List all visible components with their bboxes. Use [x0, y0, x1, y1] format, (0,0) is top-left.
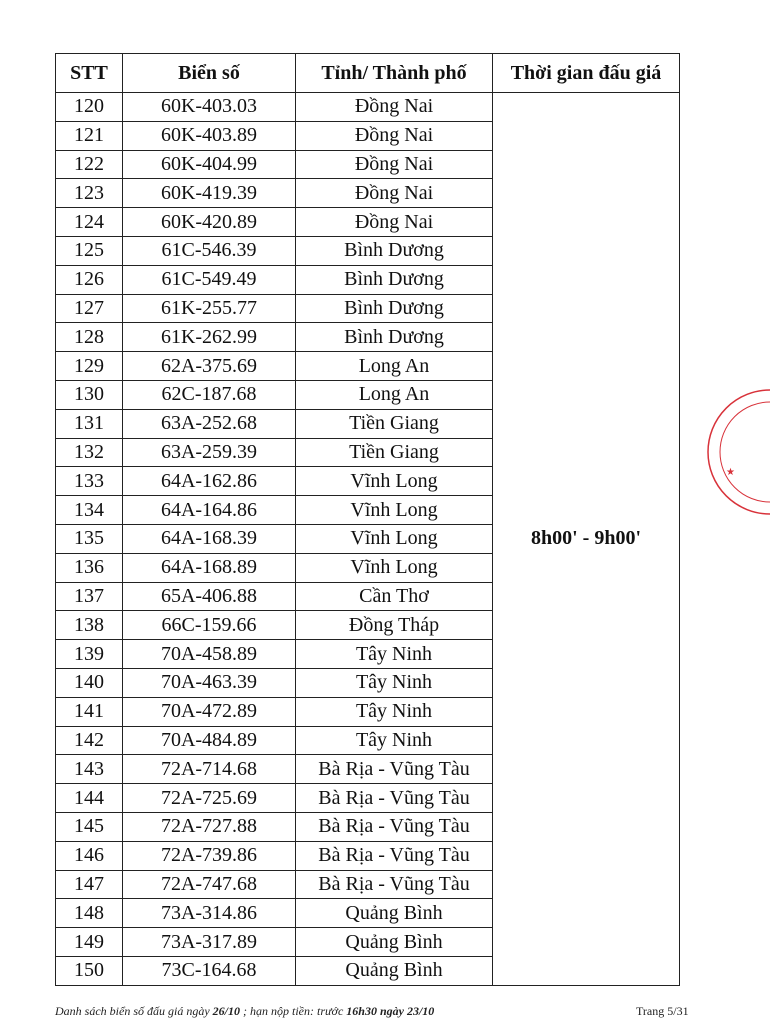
row-province: Bà Rịa - Vũng Tàu — [296, 841, 493, 870]
row-province: Đồng Nai — [296, 179, 493, 208]
row-plate: 72A-714.68 — [123, 755, 296, 784]
row-plate: 60K-403.03 — [123, 93, 296, 122]
row-province: Bình Dương — [296, 294, 493, 323]
row-plate: 72A-727.88 — [123, 812, 296, 841]
row-province: Quảng Bình — [296, 899, 493, 928]
row-plate: 73C-164.68 — [123, 956, 296, 985]
row-plate: 64A-168.89 — [123, 553, 296, 582]
row-stt: 132 — [56, 438, 123, 467]
row-plate: 62A-375.69 — [123, 352, 296, 381]
row-province: Đồng Nai — [296, 150, 493, 179]
row-stt: 127 — [56, 294, 123, 323]
row-plate: 72A-739.86 — [123, 841, 296, 870]
row-stt: 134 — [56, 496, 123, 525]
row-plate: 70A-458.89 — [123, 640, 296, 669]
row-stt: 133 — [56, 467, 123, 496]
table-header-row — [56, 54, 680, 93]
row-stt: 136 — [56, 553, 123, 582]
row-province: Tây Ninh — [296, 668, 493, 697]
footer-deadline: 16h30 ngày 23/10 — [346, 1004, 435, 1018]
row-province: Bà Rịa - Vũng Tàu — [296, 870, 493, 899]
row-stt: 126 — [56, 265, 123, 294]
red-stamp-icon — [690, 372, 770, 532]
footer-date: 26/10 — [212, 1004, 240, 1018]
row-province: Đồng Nai — [296, 93, 493, 122]
row-plate: 61K-262.99 — [123, 323, 296, 352]
row-plate: 64A-168.39 — [123, 524, 296, 553]
row-stt: 146 — [56, 841, 123, 870]
row-stt: 135 — [56, 524, 123, 553]
row-stt: 129 — [56, 352, 123, 381]
row-province: Bà Rịa - Vũng Tàu — [296, 812, 493, 841]
row-stt: 149 — [56, 928, 123, 957]
row-stt: 141 — [56, 697, 123, 726]
row-plate: 64A-164.86 — [123, 496, 296, 525]
row-stt: 128 — [56, 323, 123, 352]
row-plate: 66C-159.66 — [123, 611, 296, 640]
row-plate: 70A-484.89 — [123, 726, 296, 755]
row-plate: 61C-549.49 — [123, 265, 296, 294]
row-province: Bà Rịa - Vũng Tàu — [296, 755, 493, 784]
row-plate: 73A-314.86 — [123, 899, 296, 928]
row-plate: 70A-472.89 — [123, 697, 296, 726]
footer-text-1: Danh sách biển số đấu giá ngày — [55, 1004, 213, 1018]
row-stt: 144 — [56, 784, 123, 813]
row-province: Long An — [296, 380, 493, 409]
row-plate: 65A-406.88 — [123, 582, 296, 611]
row-stt: 143 — [56, 755, 123, 784]
row-plate: 64A-162.86 — [123, 467, 296, 496]
row-province: Tây Ninh — [296, 726, 493, 755]
row-stt: 150 — [56, 956, 123, 985]
row-plate: 61C-546.39 — [123, 236, 296, 265]
row-stt: 139 — [56, 640, 123, 669]
auction-time-cell: 8h00' - 9h00' — [493, 93, 680, 986]
row-plate: 72A-725.69 — [123, 784, 296, 813]
row-province: Đồng Nai — [296, 121, 493, 150]
row-plate: 73A-317.89 — [123, 928, 296, 957]
row-province: Bình Dương — [296, 236, 493, 265]
row-stt: 131 — [56, 409, 123, 438]
row-province: Quảng Bình — [296, 928, 493, 957]
row-plate: 62C-187.68 — [123, 380, 296, 409]
plates-table — [55, 53, 680, 986]
row-province: Vĩnh Long — [296, 553, 493, 582]
header-stt: STT — [56, 54, 123, 93]
row-stt: 140 — [56, 668, 123, 697]
row-plate: 63A-259.39 — [123, 438, 296, 467]
row-stt: 125 — [56, 236, 123, 265]
row-province: Vĩnh Long — [296, 524, 493, 553]
header-time: Thời gian đấu giá — [493, 54, 680, 93]
table-row — [56, 93, 680, 122]
row-stt: 142 — [56, 726, 123, 755]
row-province: Cần Thơ — [296, 582, 493, 611]
row-stt: 145 — [56, 812, 123, 841]
row-stt: 121 — [56, 121, 123, 150]
row-province: Tây Ninh — [296, 697, 493, 726]
row-stt: 138 — [56, 611, 123, 640]
row-plate: 60K-420.89 — [123, 208, 296, 237]
row-stt: 137 — [56, 582, 123, 611]
header-plate: Biển số — [123, 54, 296, 93]
header-province: Tỉnh/ Thành phố — [296, 54, 493, 93]
row-stt: 148 — [56, 899, 123, 928]
row-plate: 60K-403.89 — [123, 121, 296, 150]
row-province: Đồng Nai — [296, 208, 493, 237]
row-plate: 72A-747.68 — [123, 870, 296, 899]
row-plate: 70A-463.39 — [123, 668, 296, 697]
footer-note — [55, 1004, 695, 1019]
row-plate: 60K-404.99 — [123, 150, 296, 179]
svg-text:★: ★ — [726, 467, 735, 478]
row-stt: 147 — [56, 870, 123, 899]
row-province: Tiền Giang — [296, 409, 493, 438]
row-stt: 123 — [56, 179, 123, 208]
row-province: Đồng Tháp — [296, 611, 493, 640]
row-stt: 130 — [56, 380, 123, 409]
row-province: Bà Rịa - Vũng Tàu — [296, 784, 493, 813]
row-plate: 63A-252.68 — [123, 409, 296, 438]
row-province: Bình Dương — [296, 265, 493, 294]
row-province: Long An — [296, 352, 493, 381]
row-plate: 61K-255.77 — [123, 294, 296, 323]
row-plate: 60K-419.39 — [123, 179, 296, 208]
row-province: Bình Dương — [296, 323, 493, 352]
row-stt: 124 — [56, 208, 123, 237]
row-stt: 122 — [56, 150, 123, 179]
row-province: Vĩnh Long — [296, 467, 493, 496]
row-stt: 120 — [56, 93, 123, 122]
row-province: Vĩnh Long — [296, 496, 493, 525]
row-province: Tây Ninh — [296, 640, 493, 669]
row-province: Tiền Giang — [296, 438, 493, 467]
footer-text-2: ; hạn nộp tiền: trước — [240, 1004, 347, 1018]
page-number: Trang 5/31 — [636, 1004, 689, 1018]
row-province: Quảng Bình — [296, 956, 493, 985]
